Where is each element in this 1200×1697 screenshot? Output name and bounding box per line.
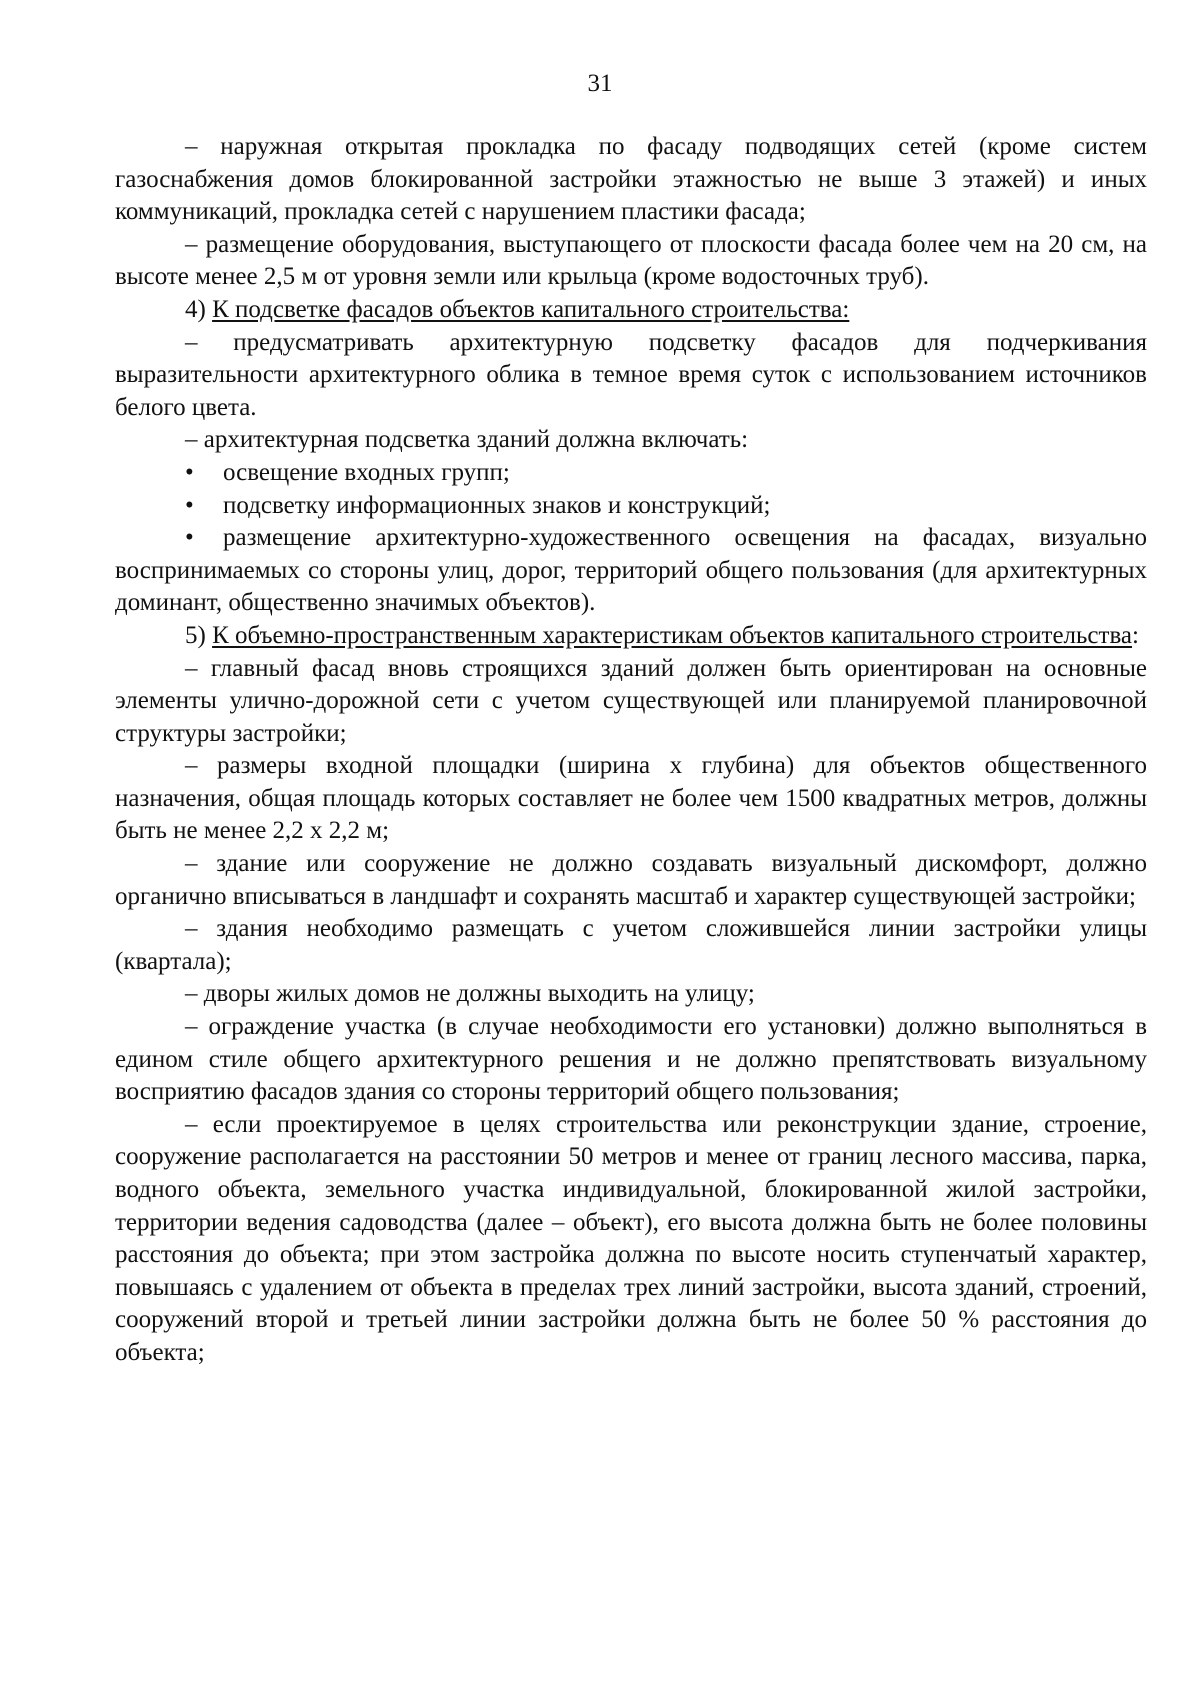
- paragraph: [115, 294, 1147, 327]
- paragraph: [115, 848, 1147, 913]
- paragraph-text: :: [1132, 621, 1139, 649]
- paragraph: [115, 750, 1147, 848]
- paragraph-text: главный фасад вновь строящихся зданий должен быть ориентирован на основные элементы улично-дорожной сети с учетом существующей или планируемой планировочной структуры застройки;: [115, 654, 1147, 747]
- paragraph: [115, 1109, 1147, 1370]
- paragraph-text: здание или сооружение не должно создавать визуальный дискомфорт, должно органично вписываться в ландшафт и сохранять масштаб и характер существующей застройки;: [115, 850, 1147, 910]
- paragraph: [115, 653, 1147, 751]
- bullet-marker: •: [185, 458, 194, 486]
- bullet-item: [115, 490, 1147, 523]
- paragraph-text: подсветку информационных знаков и конструкций;: [223, 491, 771, 519]
- paragraph: [115, 131, 1147, 229]
- paragraph-marker: 5): [185, 621, 213, 649]
- paragraph: [115, 1011, 1147, 1109]
- paragraph: [115, 913, 1147, 978]
- bullet-marker: •: [185, 491, 194, 519]
- paragraph-marker: –: [185, 1013, 209, 1041]
- bullet-item: [115, 457, 1147, 490]
- paragraph-marker: –: [185, 230, 206, 258]
- bullet-marker: •: [185, 524, 194, 552]
- paragraph-marker: –: [185, 1110, 213, 1138]
- paragraph-marker: –: [185, 654, 211, 682]
- paragraph: [115, 620, 1147, 653]
- paragraph-text: размещение оборудования, выступающего от плоскости фасада более чем на 20 см, на высоте менее 2,5 м от уровня земли или крыльца (кроме водосточных труб).: [115, 230, 1147, 291]
- page-number: 31: [587, 70, 613, 97]
- section-heading: К подсветке фасадов объектов капитального строительства:: [212, 295, 850, 323]
- paragraph-text: архитектурная подсветка зданий должна включать:: [203, 426, 749, 454]
- paragraph-marker: –: [185, 850, 217, 878]
- paragraph-text: дворы жилых домов не должны выходить на улицу;: [203, 980, 755, 1008]
- paragraph: [115, 424, 1147, 457]
- paragraph-text: здания необходимо размещать с учетом сложившейся линии застройки улицы (квартала);: [115, 915, 1147, 975]
- paragraph-marker: –: [185, 133, 221, 160]
- paragraph-marker: –: [185, 752, 217, 780]
- document-body: [115, 131, 1147, 1370]
- paragraph-text: освещение входных групп;: [223, 458, 510, 486]
- paragraph-marker: –: [185, 426, 204, 454]
- paragraph: [115, 327, 1147, 425]
- paragraph-marker: –: [185, 328, 234, 356]
- paragraph-text: ограждение участка (в случае необходимости его установки) должно выполняться в едином стиле общего архитектурного решения и не должно препятствовать визуальному восприятию фасадов здания со стороны территорий общего пользования;: [115, 1013, 1147, 1106]
- paragraph-text: наружная открытая прокладка по фасаду подводящих сетей (кроме систем газоснабжения домов блокированной застройки этажностью не выше 3 этажей) и иных коммуникаций, прокладка сетей с нарушением пластики фасада;: [115, 133, 1147, 226]
- paragraph-marker: –: [185, 915, 217, 943]
- paragraph-text: если проектируемое в целях строительства или реконструкции здание, строение, сооружение располагается на расстоянии 50 метров и менее от границ лесного массива, парка, водного объекта, земельного участка индивидуальной, блокированной жилой застройки, территории ведения садоводства (далее – объект), его высота должна быть не более половины расстояния до объекта; при этом застройка должна по высоте носить ступенчатый характер, повышаясь с удалением от объекта в пределах трех линий застройки, высота зданий, строений, сооружений второй и третьей линии застройки должна быть не более 50 % расстояния до объекта;: [115, 1110, 1147, 1366]
- paragraph-text: размеры входной площадки (ширина х глубина) для объектов общественного назначения, общая площадь которых составляет не более чем 1500 квадратных метров, должны быть не менее 2,2 х 2,2 м;: [115, 752, 1148, 845]
- paragraph: [115, 229, 1147, 294]
- paragraph-marker: 4): [185, 295, 213, 323]
- paragraph-text: предусматривать архитектурную подсветку фасадов для подчеркивания выразительности архитектурного облика в темное время суток с использованием источников белого цвета.: [115, 328, 1147, 421]
- paragraph: [115, 978, 1147, 1011]
- paragraph-text: размещение архитектурно-художественного освещения на фасадах, визуально воспринимаемых со стороны улиц, дорог, территорий общего пользования (для архитектурных доминант, общественно значимых объектов).: [115, 524, 1147, 617]
- paragraph-marker: –: [185, 980, 204, 1008]
- section-heading: К объемно-пространственным характеристикам объектов капитального строительства: [212, 621, 1133, 649]
- bullet-item: [115, 522, 1147, 620]
